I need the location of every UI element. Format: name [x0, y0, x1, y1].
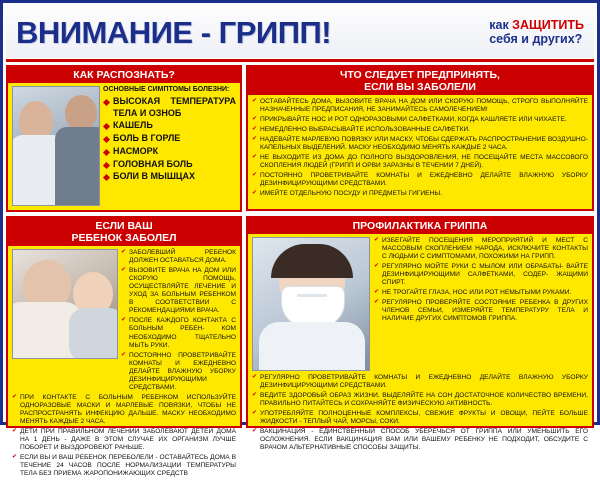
header-subtitle — [489, 18, 588, 47]
list-item: ✔ ИМЕЙТЕ ОТДЕЛЬНУЮ ПОСУДУ И ПРЕДМЕТЫ ГИГИЕНЫ. — [252, 190, 588, 198]
child-body — [8, 246, 240, 484]
page-title: ВНИМАНИЕ - ГРИПП! — [16, 14, 332, 50]
list-item: ✔ ПОСТОЯННО ПРОВЕТРИВАЙТЕ КОМНАТЫ И ЕЖЕДНЕВНО ДЕЛАЙТЕ ВЛАЖНУЮ УБОРКУ ДЕЗИНФИЦИРУЮЩИМИ СРЕДСТВАМИ. — [252, 172, 588, 188]
list-item: БОЛЬ В ГОРЛЕ — [103, 133, 236, 145]
prophylaxis-list-bottom — [252, 374, 588, 452]
list-item: ✔ ПРИКРЫВАЙТЕ НОС И РОТ ОДНОРАЗОВЫМИ САЛФЕТКАМИ, КОГДА КАШЛЯЕТЕ ИЛИ ЧИХАЕТЕ. — [252, 116, 588, 124]
list-item: БОЛИ В МЫШЦАХ — [103, 171, 236, 183]
prevent-heading-line1: ЧТО СЛЕДУЕТ ПРЕДПРИНЯТЬ, — [340, 69, 500, 81]
prophylaxis-list-top — [374, 237, 588, 371]
child-list — [121, 249, 236, 394]
header-subtitle-highlight: ЗАЩИТИТЬ — [512, 17, 584, 32]
list-item: ✔ РЕГУЛЯРНО ПРОВЕТРИВАЙТЕ КОМНАТЫ И ЕЖЕДНЕВНО ДЕЛАЙТЕ ВЛАЖНУЮ УБОРКУ ДЕЗИНФИЦИРУЮЩИМИ СРЕДСТВАМИ. — [252, 374, 588, 390]
header-subtitle-line2: себя и других? — [489, 32, 583, 46]
header-subtitle-part1: как — [489, 17, 513, 32]
child-heading-line1: ЕСЛИ ВАШ — [95, 220, 153, 233]
prevent-body — [248, 95, 592, 204]
child-heading — [8, 218, 240, 246]
child-heading-line2: РЕБЕНОК ЗАБОЛЕЛ — [71, 232, 177, 245]
recognize-column — [6, 65, 242, 216]
child-column — [6, 216, 242, 477]
list-item: ✔ ПРИ КОНТАКТЕ С БОЛЬНЫМ РЕБЕНКОМ ИСПОЛЬЗУЙТЕ ОДНОРАЗОВЫЕ МАСКИ И МАРЛЕВЫЕ ПОВЯЗКИ, ЧТОБЫ НЕ РАСПРОСТРАНЯТЬ ИНФЕКЦИЮ ДАЛЬШЕ. МАСКУ НЕОБХОДИМО МЕНЯТЬ КАЖДЫЕ 2 ЧАСА. — [12, 394, 236, 426]
prophylaxis-column — [246, 216, 594, 452]
list-item: ✔ ПОСЛЕ КАЖДОГО КОНТАКТА С БОЛЬНЫМ РЕБЕН- КОМ НЕОБХОДИМО ТЩАТЕЛЬНО МЫТЬ РУКИ. — [121, 317, 236, 349]
list-item: ✔ ВЫЗОВИТЕ ВРАЧА НА ДОМ ИЛИ СКОРУЮ ПОМОЩЬ, ОСУЩЕСТВЛЯЙТЕ ЛЕЧЕНИЕ И УХОД ЗА БОЛЬНЫМ РЕБЕНКОМ В СООТВЕТСТВИИ С РЕКОМЕНДАЦИЯМИ ВРАЧА. — [121, 267, 236, 315]
prophylaxis-section — [246, 216, 594, 452]
list-item: НАСМОРК — [103, 146, 236, 158]
symptom-list — [103, 96, 236, 183]
list-item: ✔ ДЕТИ ПРИ ПРАВИЛЬНОМ ЛЕЧЕНИИ ЗАБОЛЕВАЮТ ДЕТЕЙ ДОМА НА 1 ДЕНЬ - ДАЖЕ В ЭТОМ СЛУЧАЕ ИХ ОРГАНИЗМ ЛУЧШЕ ПОБОРЕТ И ВЫЗДОРОВЕЮТ РАНЬШЕ. — [12, 428, 236, 452]
header-divider — [6, 59, 594, 62]
list-item: ✔ ЕСЛИ ВЫ И ВАШ РЕБЕНОК ПЕРЕБОЛЕЛИ - ОСТАВАЙТЕСЬ ДОМА В ТЕЧЕНИЕ 24 ЧАСОВ ПОСЛЕ НОРМАЛИЗАЦИИ ТЕМПЕРАТУРЫ ТЕЛА БЕЗ ПРИЕМА ЖАРОПОНИЖАЮЩИХ СРЕДСТВ — [12, 454, 236, 478]
list-item: ✔ ЗАБОЛЕВШИЙ РЕБЕНОК ДОЛЖЕН ОСТАВАТЬСЯ ДОМА. — [121, 249, 236, 265]
poster-header — [6, 6, 594, 58]
prevent-column — [246, 65, 594, 216]
doctor-patient-photo — [12, 86, 100, 206]
prevent-heading-line2: ЕСЛИ ВЫ ЗАБОЛЕЛИ — [364, 81, 476, 94]
list-item: ✔ ВАКЦИНАЦИЯ - ЕДИНСТВЕННЫЙ СПОСОБ УБЕРЕЧЬСЯ ОТ ГРИППА ИЛИ УМЕНЬШИТЬ ЕГО ОСЛОЖНЕНИЯ. ЕСЛИ ВАКЦИНАЦИЯ ВАМ ИЛИ ВАШЕМУ РЕБЕНКУ НЕ ПОДХОДИТ, ОБСУДИТЕ С ВРАЧОМ АЛЬТЕРНАТИВНЫЕ СПОСОБЫ ЗАЩИТЫ. — [252, 428, 588, 452]
bottom-row — [6, 216, 594, 477]
list-item: ✔ НЕ ТРОГАЙТЕ ГЛАЗА, НОС ИЛИ РОТ НЕМЫТЫМИ РУКАМИ. — [374, 289, 588, 297]
top-row — [6, 65, 594, 216]
prevent-section — [246, 65, 594, 211]
sick-child-photo — [12, 249, 118, 359]
prevent-heading — [248, 67, 592, 95]
recognize-section — [6, 65, 242, 212]
list-item: КАШЕЛЬ — [103, 120, 236, 132]
woman-with-mask-photo — [252, 237, 370, 371]
list-item: ✔ НАДЕВАЙТЕ МАРЛЕВУЮ ПОВЯЗКУ ИЛИ МАСКУ, ЧТОБЫ СДЕРЖАТЬ РАСПРОСТРАНЕНИЕ ВОЗДУШНО-КАПЕЛЬНЫХ ВЫДЕЛЕНИЙ. МАСКУ НЕОБХОДИМО МЕНЯТЬ КАЖДЫЕ 2 ЧАСА. — [252, 136, 588, 152]
child-section — [6, 216, 242, 477]
list-item: ✔ НЕМЕДЛЕННО ВЫБРАСЫВАЙТЕ ИСПОЛЬЗОВАННЫЕ САЛФЕТКИ. — [252, 126, 588, 134]
prophylaxis-heading: ПРОФИЛАКТИКА ГРИППА — [248, 218, 592, 234]
list-item: ✔ ПОСТОЯННО ПРОВЕТРИВАЙТЕ КОМНАТЫ И ЕЖЕДНЕВНО ДЕЛАЙТЕ ВЛАЖНУЮ УБОРКУ ДЕЗИНФИЦИРУЮЩИМИ СРЕДСТВАМИ. — [121, 352, 236, 392]
list-item: ✔ ВЕДИТЕ ЗДОРОВЫЙ ОБРАЗ ЖИЗНИ, ВЫДЕЛЯЙТЕ НА СОН ДОСТАТОЧНОЕ КОЛИЧЕСТВО ВРЕМЕНИ, ПРАВИЛЬНО ПИТАЙТЕСЬ И СОХРАНЯЙТЕ ФИЗИЧЕСКУЮ АКТИВНОСТЬ. — [252, 392, 588, 408]
recognize-heading: КАК РАСПОЗНАТЬ? — [8, 67, 240, 83]
list-item: ✔ РЕГУЛЯРНО МОЙТЕ РУКИ С МЫЛОМ ИЛИ ОБРАБАТЫ- ВАЙТЕ ДЕЗИНФИЦИРУЮЩИМИ САЛФЕТКАМИ, СОДЕР- ЖАЩИМИ СПИРТ. — [374, 263, 588, 287]
prevent-list — [252, 98, 588, 198]
list-item: ✔ ИЗБЕГАЙТЕ ПОСЕЩЕНИЯ МЕРОПРИЯТИЙ И МЕСТ С МАССОВЫМ СКОПЛЕНИЕМ НАРОДА, ИСКЛЮЧИТЕ КОНТАКТЫ С ЛЮДЬМИ С СИМПТОМАМИ, ПОХОЖИМИ НА ГРИПП. — [374, 237, 588, 261]
list-item: ✔ ОСТАВАЙТЕСЬ ДОМА, ВЫЗОВИТЕ ВРАЧА НА ДОМ ИЛИ СКОРУЮ ПОМОЩЬ, СТРОГО ВЫПОЛНЯЙТЕ НАЗНАЧЕННЫЕ ПРЕДПИСАНИЯ, НЕ ЗАНИМАЙТЕСЬ САМОЛЕЧЕНИЕМ! — [252, 98, 588, 114]
list-item: ✔ УПОТРЕБЛЯЙТЕ ПОЛНОЦЕННЫЕ КОМПЛЕКСЫ, СВЕЖИЕ ФРУКТЫ И ОВОЩИ, ПЕЙТЕ БОЛЬШЕ ЖИДКОСТИ - ТЕПЛЫЙ ЧАЙ, МОРСЫ, СОКИ. — [252, 410, 588, 426]
child-notes-list — [12, 394, 236, 478]
list-item: ✔ НЕ ВЫХОДИТЕ ИЗ ДОМА ДО ПОЛНОГО ВЫЗДОРОВЛЕНИЯ, НЕ ПОСЕЩАЙТЕ МЕСТА МАССОВОГО СКОПЛЕНИЯ ЛЮДЕЙ (ГРИПП И ОРВИ ЗАРАЗНЫ В ТЕЧЕНИИ 7 ДНЕЙ). — [252, 154, 588, 170]
recognize-body — [8, 83, 240, 210]
recognize-lead: ОСНОВНЫЕ СИМПТОМЫ БОЛЕЗНИ: — [103, 86, 230, 94]
list-item: ВЫСОКАЯ ТЕМПЕРАТУРА ТЕЛА И ОЗНОБ — [103, 96, 236, 119]
list-item: ГОЛОВНАЯ БОЛЬ — [103, 159, 236, 171]
list-item: ✔ РЕГУЛЯРНО ПРОВЕРЯЙТЕ СОСТОЯНИЕ РЕБЕНКА В ДРУГИХ ЧЛЕНОВ СЕМЬИ, ИЗМЕРЯЙТЕ ТЕМПЕРАТУРУ ТЕЛА И НАЛИЧИЕ ДРУГИХ СИМПТОМОВ ГРИППА. — [374, 299, 588, 323]
